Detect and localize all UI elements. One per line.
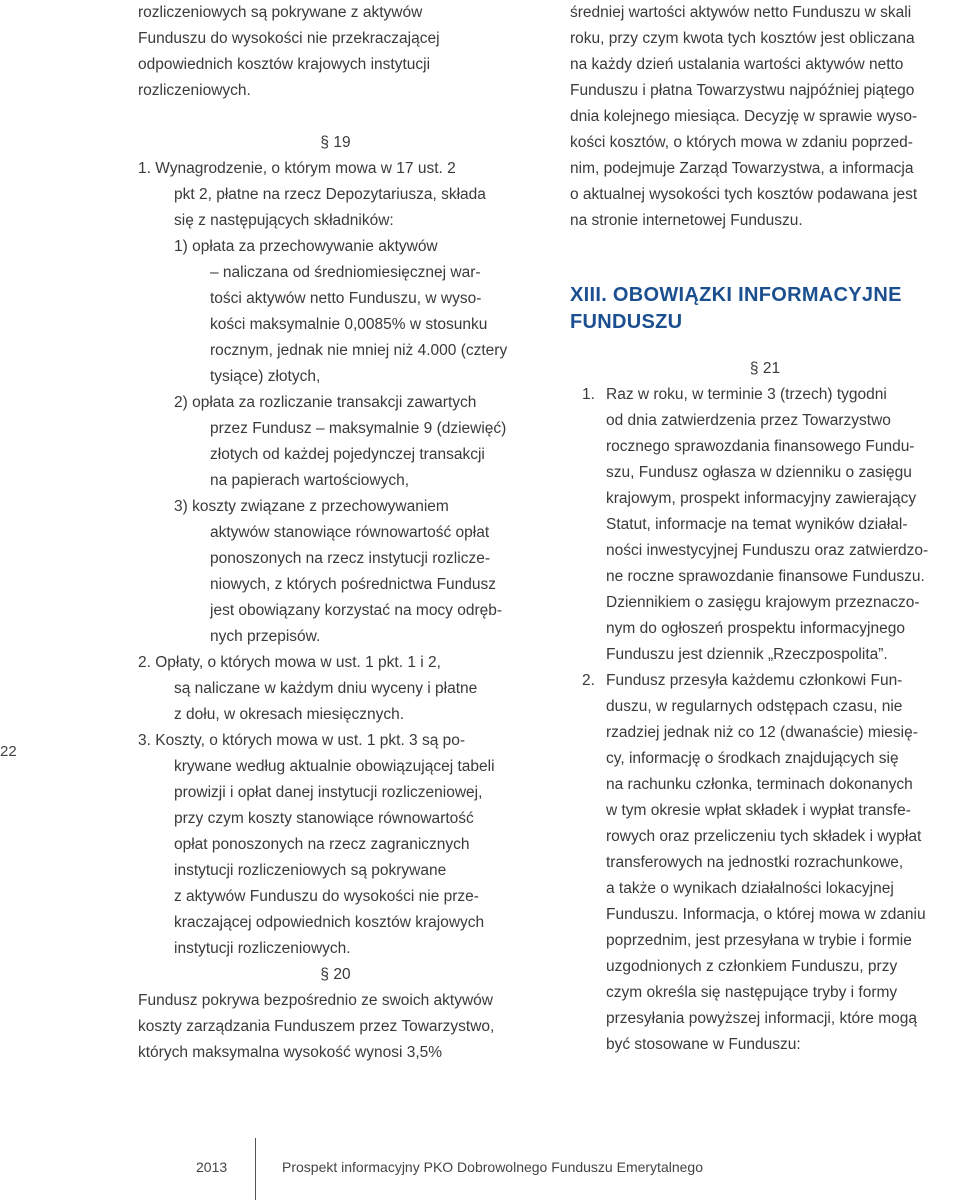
subitem-2 bbox=[138, 390, 533, 494]
text-line: Fundusz przesyła każdemu członkowi Fun- bbox=[606, 672, 903, 689]
text-line: 2) opłata za rozliczanie transakcji zawartych bbox=[174, 394, 477, 411]
text-line: instytucji rozliczeniowych są pokrywane bbox=[174, 862, 447, 879]
intro-paragraph bbox=[138, 0, 533, 104]
page-number: 22 bbox=[0, 743, 17, 760]
text-line: Funduszu. Informacja, o której mowa w zdaniu bbox=[606, 906, 926, 923]
text-line: 1) opłata za przechowywanie aktywów bbox=[174, 238, 438, 255]
text-line: instytucji rozliczeniowych. bbox=[174, 940, 351, 957]
text-line: Statut, informacje na temat wyników działal- bbox=[606, 516, 908, 533]
item-number: 2. bbox=[582, 672, 595, 689]
text-line: 3. Koszty, o których mowa w ust. 1 pkt. 3 są po- bbox=[138, 732, 466, 749]
text-line: rowych oraz przeliczeniu tych składek i wypłat bbox=[606, 828, 922, 845]
text-line: na papierach wartościowych, bbox=[210, 472, 410, 489]
text-line: odpowiednich kosztów krajowych instytucji bbox=[138, 56, 431, 73]
text-line: opłat ponoszonych na rzecz zagranicznych bbox=[174, 836, 470, 853]
text-line: przesyłania powyższej informacji, które mogą bbox=[606, 1010, 917, 1027]
text-line: kości maksymalnie 0,0085% w stosunku bbox=[210, 316, 488, 333]
text-line: kości kosztów, o których mowa w zdaniu poprzed- bbox=[570, 134, 913, 151]
text-line: krywane według aktualnie obowiązującej tabeli bbox=[174, 758, 495, 775]
text-line: na stronie internetowej Funduszu. bbox=[570, 212, 803, 229]
text-line: Raz w roku, w terminie 3 (trzech) tygodni bbox=[606, 386, 887, 403]
text-line: jest obowiązany korzystać na mocy odręb- bbox=[210, 602, 503, 619]
text-line: rozliczeniowych. bbox=[138, 82, 251, 99]
text-line: 2. Opłaty, o których mowa w ust. 1 pkt. 1 i 2, bbox=[138, 654, 441, 671]
text-line: z aktywów Funduszu do wysokości nie prze- bbox=[174, 888, 479, 905]
footer-divider bbox=[255, 1138, 256, 1200]
text-line: Funduszu jest dziennik „Rzeczpospolita”. bbox=[606, 646, 888, 663]
text-line: transferowych na jednostki rozrachunkowe, bbox=[606, 854, 904, 871]
left-column bbox=[138, 0, 533, 1066]
text-line: się z następujących składników: bbox=[174, 212, 394, 229]
text-line: na każdy dzień ustalania wartości aktywów netto bbox=[570, 56, 904, 73]
text-line: Fundusz pokrywa bezpośrednio ze swoich aktywów bbox=[138, 992, 493, 1009]
subitem-3 bbox=[138, 494, 533, 650]
text-line: 3) koszty związane z przechowywaniem bbox=[174, 498, 449, 515]
text-line: rozliczeniowych są pokrywane z aktywów bbox=[138, 4, 423, 21]
right-column bbox=[570, 0, 960, 1058]
section-19-item-1 bbox=[138, 156, 533, 234]
text-line: przez Fundusz – maksymalnie 9 (dziewięć) bbox=[210, 420, 507, 437]
text-line: prowizji i opłat danej instytucji rozliczeniowej, bbox=[174, 784, 483, 801]
text-line: ponoszonych na rzecz instytucji rozlicze- bbox=[210, 550, 490, 567]
text-line: Funduszu i płatna Towarzystwu najpóźniej piątego bbox=[570, 82, 915, 99]
text-line: rocznego sprawozdania finansowego Fundu- bbox=[606, 438, 915, 455]
spacer bbox=[138, 104, 533, 130]
text-line: a także o wynikach działalności lokacyjnej bbox=[606, 880, 894, 897]
text-line: od dnia zatwierdzenia przez Towarzystwo bbox=[606, 412, 891, 429]
item-number: 1. bbox=[582, 386, 595, 403]
section-20-paragraph bbox=[138, 988, 533, 1066]
text-line: czym określa się następujące tryby i formy bbox=[606, 984, 898, 1001]
text-line: ne roczne sprawozdanie finansowe Funduszu. bbox=[606, 568, 925, 585]
text-line: których maksymalna wysokość wynosi 3,5% bbox=[138, 1044, 443, 1061]
text-line: pkt 2, płatne na rzecz Depozytariusza, składa bbox=[174, 186, 486, 203]
text-line: – naliczana od średniomiesięcznej war- bbox=[210, 264, 481, 281]
text-line: nym do ogłoszeń prospektu informacyjnego bbox=[606, 620, 905, 637]
section-19-item-2 bbox=[138, 650, 533, 728]
section-20-mark: § 20 bbox=[320, 966, 351, 983]
text-line: krajowym, prospekt informacyjny zawierający bbox=[606, 490, 917, 507]
text-line: poprzednim, jest przesyłana w trybie i formie bbox=[606, 932, 912, 949]
text-line: tości aktywów netto Funduszu, w wyso- bbox=[210, 290, 482, 307]
section-heading bbox=[570, 282, 960, 336]
text-line: przy czym koszty stanowiące równowartość bbox=[174, 810, 474, 827]
text-line: dnia kolejnego miesiąca. Decyzję w sprawie wyso- bbox=[570, 108, 918, 125]
text-line: nych przepisów. bbox=[210, 628, 321, 645]
text-line: 1. Wynagrodzenie, o którym mowa w 17 ust. 2 bbox=[138, 160, 456, 177]
text-line: duszu, w regularnych odstępach czasu, nie bbox=[606, 698, 903, 715]
heading-line: XIII. OBOWIĄZKI INFORMACYJNE bbox=[570, 284, 902, 306]
subitem-1 bbox=[138, 234, 533, 390]
text-line: w tym okresie wpłat składek i wypłat transfe- bbox=[606, 802, 911, 819]
footer-title: Prospekt informacyjny PKO Dobrowolnego Funduszu Emerytalnego bbox=[282, 1159, 703, 1175]
text-line: są naliczane w każdym dniu wyceny i płatne bbox=[174, 680, 478, 697]
text-line: ności inwestycyjnej Funduszu oraz zatwierdzo- bbox=[606, 542, 929, 559]
section-21-item-2 bbox=[570, 668, 960, 1058]
text-line: być stosowane w Funduszu: bbox=[606, 1036, 801, 1053]
text-line: rocznym, jednak nie mniej niż 4.000 (cztery bbox=[210, 342, 508, 359]
section-21-mark: § 21 bbox=[749, 360, 781, 377]
section-19-item-3 bbox=[138, 728, 533, 962]
text-line: uzgodnionych z członkiem Funduszu, przy bbox=[606, 958, 898, 975]
text-line: koszty zarządzania Funduszem przez Towarzystwo, bbox=[138, 1018, 495, 1035]
text-line: na rachunku członka, terminach dokonanych bbox=[606, 776, 913, 793]
text-line: cy, informację o środkach znajdujących się bbox=[606, 750, 899, 767]
spacer bbox=[570, 336, 960, 356]
text-line: złotych od każdej pojedynczej transakcji bbox=[210, 446, 485, 463]
heading-line: FUNDUSZU bbox=[570, 311, 683, 333]
section-19-mark: § 19 bbox=[320, 134, 351, 151]
text-line: roku, przy czym kwota tych kosztów jest obliczana bbox=[570, 30, 915, 47]
text-line: Dziennikiem o zasięgu krajowym przeznaczo- bbox=[606, 594, 920, 611]
text-line: o aktualnej wysokości tych kosztów podawana jest bbox=[570, 186, 918, 203]
continued-paragraph bbox=[570, 0, 960, 234]
text-line: aktywów stanowiące równowartość opłat bbox=[210, 524, 490, 541]
text-line: niowych, z których pośrednictwa Fundusz bbox=[210, 576, 497, 593]
text-line: tysiące) złotych, bbox=[210, 368, 321, 385]
text-line: rzadziej jednak niż co 12 (dwanaście) miesię- bbox=[606, 724, 918, 741]
footer-year: 2013 bbox=[196, 1159, 228, 1175]
text-line: nim, podejmuje Zarząd Towarzystwa, a informacja bbox=[570, 160, 914, 177]
section-21-item-1 bbox=[570, 382, 960, 668]
spacer bbox=[570, 234, 960, 282]
text-line: Funduszu do wysokości nie przekraczającej bbox=[138, 30, 440, 47]
text-line: szu, Fundusz ogłasza w dzienniku o zasięgu bbox=[606, 464, 912, 481]
text-line: z dołu, w okresach miesięcznych. bbox=[174, 706, 405, 723]
text-line: średniej wartości aktywów netto Funduszu w skali bbox=[570, 4, 912, 21]
text-line: kraczającej odpowiednich kosztów krajowych bbox=[174, 914, 485, 931]
